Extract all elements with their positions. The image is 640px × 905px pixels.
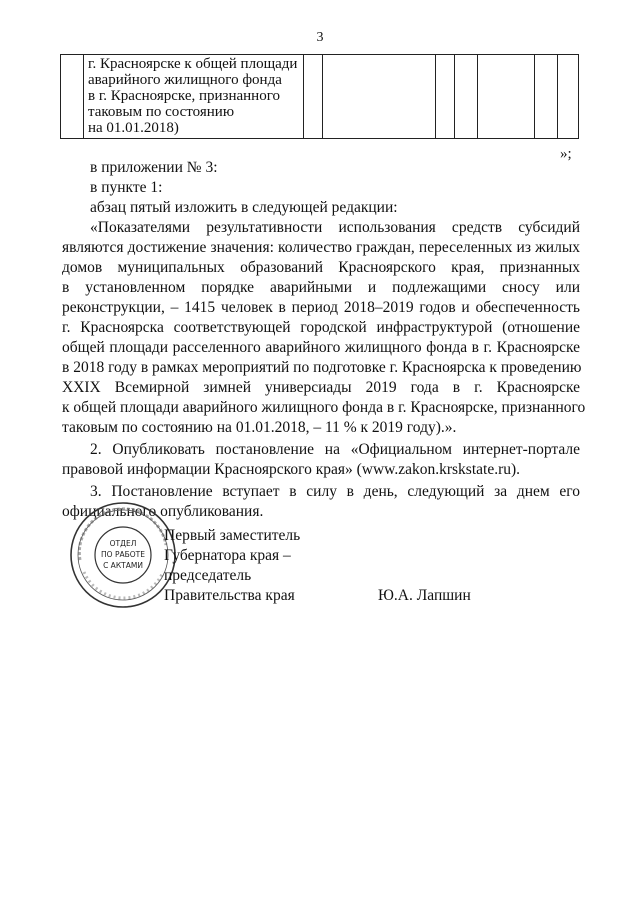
instruction-paragraph: абзац пятый изложить в следующей редакции: — [90, 199, 398, 216]
signatory-title-line: Первый заместитель — [164, 527, 301, 544]
signatory-name: Ю.А. Лапшин — [378, 587, 471, 604]
quote-line: «Показателями результативности использования средств субсидий — [90, 219, 580, 236]
quote-line: XXIX Всемирной зимней универсиады 2019 года в г. Красноярске — [62, 379, 580, 396]
table-cell-line: аварийного жилищного фонда — [88, 72, 282, 88]
table-cell-line: таковым по состоянию — [88, 104, 235, 120]
quote-line: в 2018 году в рамках мероприятий по подготовке г. Красноярска к проведению — [62, 359, 582, 376]
item-3-line: 3. Постановление вступает в силу в день, следующий за днем его — [90, 483, 580, 500]
instruction-appendix: в приложении № 3: — [90, 159, 218, 176]
seal-line: ПО РАБОТЕ — [101, 550, 145, 559]
item-2-line: 2. Опубликовать постановление на «Официальном интернет-портале — [90, 441, 580, 458]
table-cell-line: г. Красноярске к общей площади — [88, 56, 298, 72]
signatory-title-line: председатель — [164, 567, 252, 584]
signatory-title-line: Правительства края — [164, 587, 295, 604]
instruction-point: в пункте 1: — [90, 179, 163, 196]
quote-line: в установленном порядке аварийными и подлежащими сносу или — [62, 279, 580, 296]
item-2-line: правовой информации Красноярского края» (www.zakon.krskstate.ru). — [62, 461, 521, 478]
table-cell-line: на 01.01.2018) — [88, 120, 179, 136]
seal-line: С АКТАМИ — [103, 561, 143, 570]
quote-line: реконструкции, – 1415 человек в период 2018–2019 годов и обеспеченность — [62, 299, 580, 316]
page-number: 3 — [316, 30, 324, 45]
signatory-title-line: Губернатора края – — [164, 547, 291, 564]
table-cell-line: в г. Красноярске, признанного — [88, 88, 280, 104]
table-row — [61, 55, 579, 139]
table-cell-indicator-text — [84, 55, 304, 139]
quote-line: общей площади расселенного аварийного жилищного фонда в г. Красноярске — [62, 339, 580, 356]
quote-line: к общей площади аварийного жилищного фонда в г. Красноярске, признанного — [62, 399, 586, 416]
closing-quote-mark: »; — [560, 146, 572, 162]
quote-line: домов муниципальных образований Красноярского края, признанных — [62, 259, 580, 276]
quote-line: являются достижение значения: количество граждан, переселенных из жилых — [62, 239, 580, 256]
seal-line: ОТДЕЛ — [109, 539, 137, 548]
quote-line: г. Красноярска соответствующей городской инфраструктурой (отношение — [62, 319, 580, 336]
official-seal-stamp — [68, 500, 178, 610]
quote-line: таковым по состоянию на 01.01.2018, – 11 % к 2019 году).». — [62, 419, 457, 436]
continued-table — [60, 54, 579, 139]
item-3-line: официального опубликования. — [62, 503, 264, 520]
